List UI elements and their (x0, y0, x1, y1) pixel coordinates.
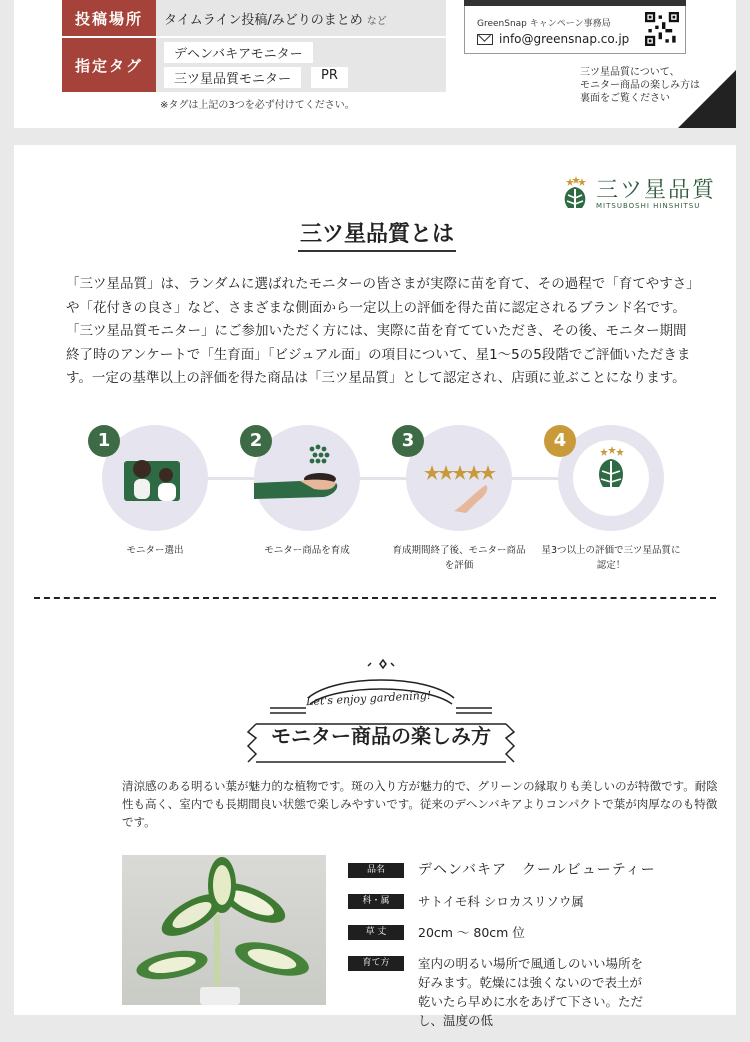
tag-note: ※タグは上記の3つを必ず付けてください。 (160, 100, 355, 111)
step-caption: 育成期間終了後、モニター商品を評価 (392, 545, 526, 571)
post-location-label: 投稿場所 (62, 0, 156, 36)
designated-tags-label: 指定タグ (62, 38, 156, 92)
info-value: 室内の明るい場所で風通しのいい場所を好みます。乾燥には強くないので表土が乾いたら早めに水をあげて下さい。ただし、温度の低 (418, 956, 644, 1028)
contact-email-row[interactable] (477, 32, 629, 46)
contact-box (464, 0, 686, 54)
info-key: 育て方 (348, 956, 404, 971)
enjoy-heading (236, 658, 526, 768)
brand-sub: MITSUBOSHI HINSHITSU (596, 202, 701, 210)
step-number: 4 (544, 425, 576, 457)
step-number: 1 (88, 425, 120, 457)
product-info-row (348, 861, 728, 880)
info-key: 草 丈 (348, 925, 404, 940)
brand-name: 三ツ星品質 (596, 178, 717, 203)
step-caption: モニター商品を育成 (264, 545, 350, 556)
product-description: 清涼感のある明るい葉が魅力的な植物です。斑の入り方が魅力的で、グリーンの縁取りも美しいのが特徴です。耐陰性も高く、室内でも長期間良い状態で楽しみやすいです。従来のデヘンバキアよりコンパクトで葉が肉厚なのも特徴です。 (122, 779, 718, 829)
about-title: 三ツ星品質とは (298, 217, 456, 252)
step-caption: 星3つ以上の評価で三ツ星品質に認定！ (541, 545, 681, 571)
tag-chip-pr: PR (311, 67, 348, 88)
step-number: 2 (240, 425, 272, 457)
process-steps (84, 417, 684, 577)
brand-logo (560, 175, 716, 215)
ribbon-frame-icon (236, 658, 526, 768)
back-note-line: モニター商品の楽しみ方は (580, 80, 700, 91)
product-info-row (348, 954, 728, 1030)
step-caption: モニター選出 (126, 545, 184, 556)
explanation-card (14, 145, 736, 1028)
campaign-spec-table (62, 0, 446, 94)
post-location-value: タイムライン投稿/みどりのまとめ (164, 12, 363, 28)
info-key: 品名 (348, 863, 404, 878)
step-number: 3 (392, 425, 424, 457)
dieffenbachia-image (122, 855, 326, 1005)
post-location-suffix: など (366, 15, 387, 27)
info-value: サトイモ科 シロカスリソウ属 (418, 894, 584, 909)
enjoy-script-text: Let's enjoy gardening! (305, 688, 432, 709)
product-info-row (348, 892, 728, 911)
product-info-table (348, 861, 728, 1042)
tree-logo-icon (560, 175, 590, 215)
tag-chip-mitsuboshi: 三ツ星品質モニター (164, 67, 301, 88)
mail-icon (477, 34, 493, 45)
plant-photo (122, 855, 326, 1005)
designated-tags-row (62, 38, 446, 94)
product-info-row (348, 923, 728, 942)
info-value: デヘンバキア クールビューティー (418, 862, 656, 878)
info-value: 20cm 〜 80cm 位 (418, 925, 525, 940)
campaign-info-card (14, 0, 736, 128)
tag-chip-dieffenbachia: デヘンバキアモニター (164, 42, 313, 63)
back-note-line: 三ツ星品質について、 (580, 67, 680, 78)
qr-code-icon[interactable] (645, 12, 679, 46)
post-location-row (62, 0, 446, 38)
post-location-value-cell (156, 0, 446, 36)
contact-org: GreenSnap キャンペーン事務局 (477, 19, 611, 29)
contact-email[interactable]: info@greensnap.co.jp (499, 32, 630, 46)
back-note-line: 裏面をご覧ください (580, 93, 670, 104)
info-key: 科・属 (348, 894, 404, 909)
page-corner-decoration (678, 70, 736, 128)
section-divider (34, 597, 716, 599)
enjoy-title: モニター商品の楽しみ方 (271, 724, 491, 748)
designated-tags-cell (156, 38, 446, 92)
about-paragraph: 「三ツ星品質」は、ランダムに選ばれたモニターの皆さまが実際に苗を育て、その過程で「育てやすさ」や「花付きの良さ」など、さまざまな側面から一定以上の評価を得た苗に認定されるブランド名です。「三ツ星品質モニター」にご参加いただく方には、実際に苗を育てていただき、その後、モニター期間終了時のアンケートで「生育面」「ビジュアル面」の項目について、星1〜5の5段階でご評価いただきます。一定の基準以上の評価を得た商品は「三ツ星品質」として認定され、店頭に並ぶことになります。 (66, 276, 693, 386)
